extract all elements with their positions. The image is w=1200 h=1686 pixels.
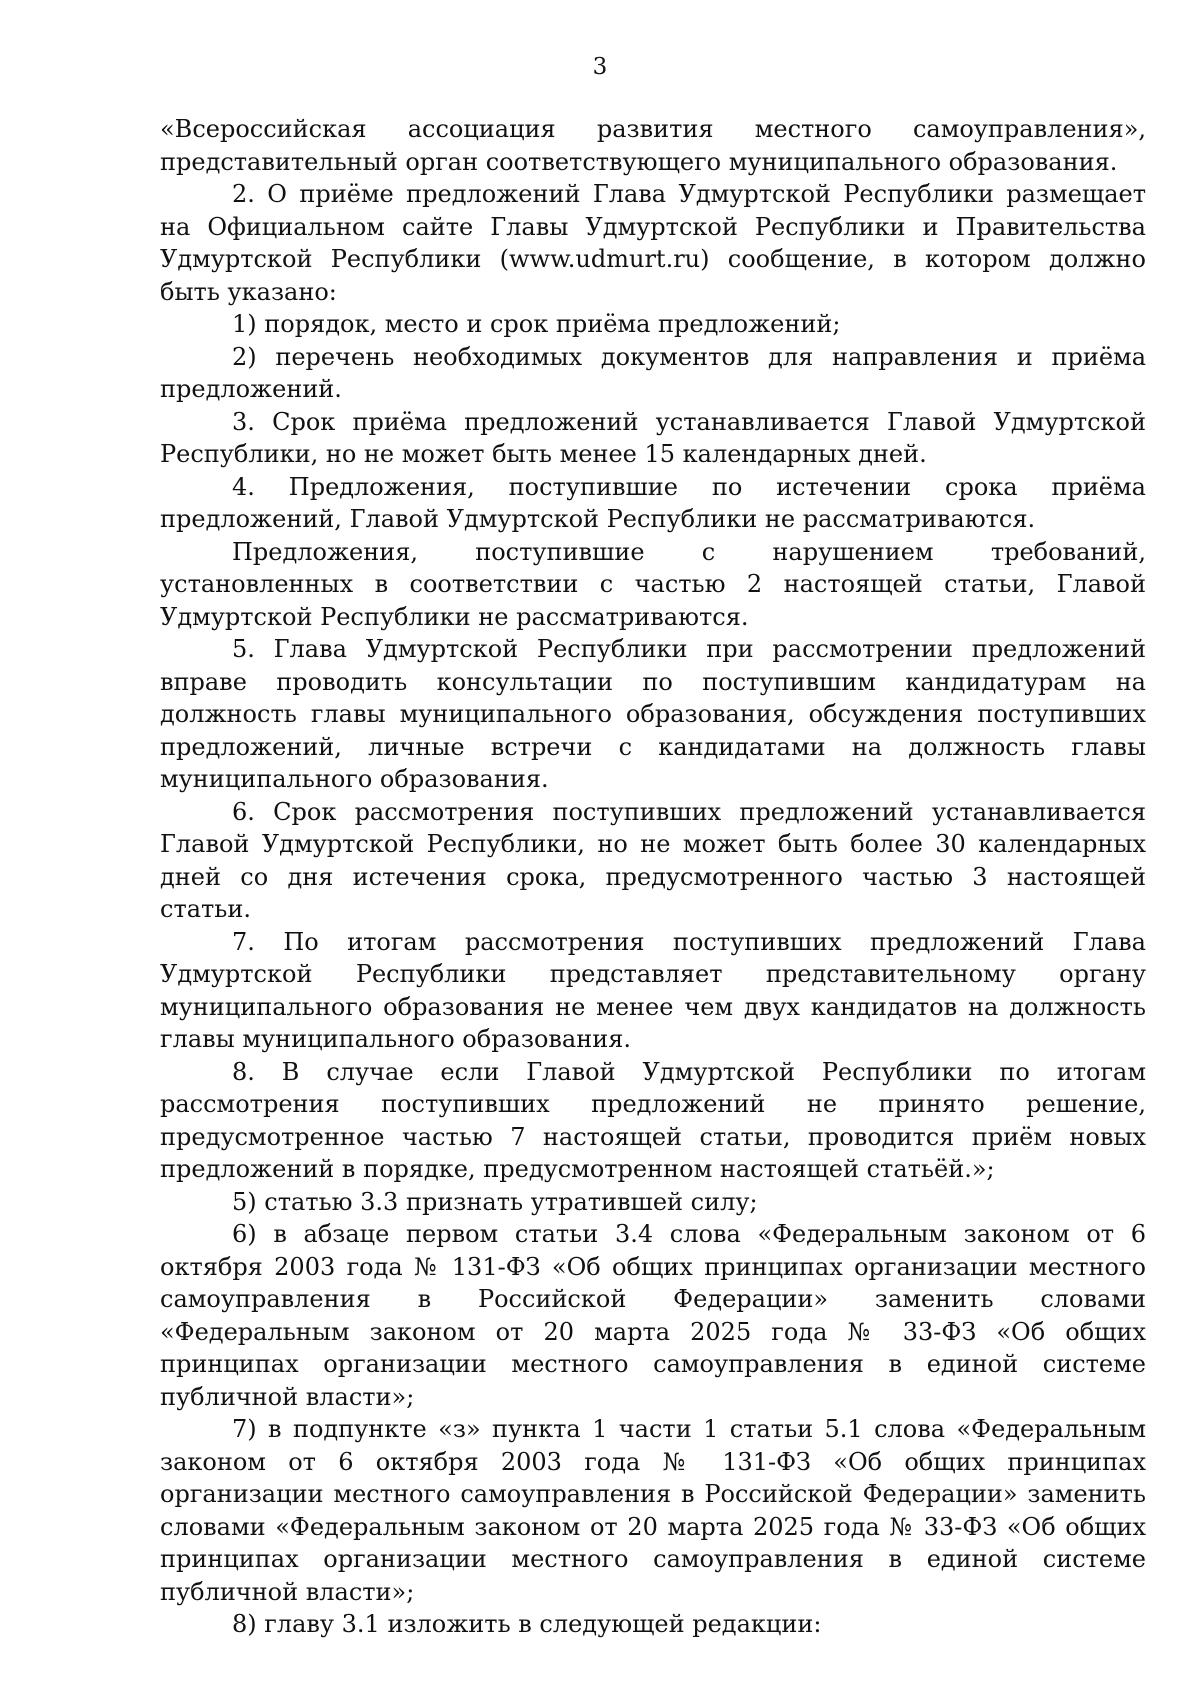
document-body: [160, 113, 1146, 1641]
list-item-1: 1) порядок, место и срок приёма предложений;: [232, 310, 841, 338]
list-item-2: 2) перечень необходимых документов для направления и приёма предложений.: [160, 342, 1146, 403]
paragraph-part-8: 8. В случае если Главой Удмуртской Республики по итогам рассмотрения поступивших предложений не принято решение, предусмотренное частью 7 настоящей статьи, проводится приём новых предложений в порядке, предусмотренном настоящей статьёй.»;: [160, 1057, 1146, 1183]
paragraph-part-7: 7. По итогам рассмотрения поступивших предложений Глава Удмуртской Республики представляет представительному органу муниципального образования не менее чем двух кандидатов на должность главы муниципального образования.: [160, 927, 1146, 1053]
paragraph-intro-continuation: «Всероссийская ассоциация развития местного самоуправления», представительный орган соответствующего муниципального образования.: [160, 115, 1146, 176]
paragraph-part-5: 5. Глава Удмуртской Республики при рассмотрении предложений вправе проводить консультации по поступившим кандидатурам на должность главы муниципального образования, обсуждения поступивших предложений, личные встречи с кандидатами на должность главы муниципального образования.: [160, 635, 1146, 793]
paragraph-part-3: 3. Срок приёма предложений устанавливается Главой Удмуртской Республики, но не может быть менее 15 календарных дней.: [160, 407, 1146, 468]
amendment-item-6: 6) в абзаце первом статьи 3.4 слова «Федеральным законом от 6 октября 2003 года № 131-ФЗ «Об общих принципах организации местного самоуправления в Российской Федерации» заменить словами «Федеральным законом от 20 марта 2025 года № 33-ФЗ «Об общих принципах организации местного самоуправления в единой системе публичной власти»;: [160, 1220, 1146, 1411]
paragraph-part-4-second: Предложения, поступившие с нарушением требований, установленных в соответствии с частью 2 настоящей статьи, Главой Удмуртской Республики не рассматриваются.: [160, 537, 1146, 631]
paragraph-part-2: 2. О приёме предложений Глава Удмуртской Республики размещает на Официальном сайте Главы Удмуртской Республики и Правительства Удмуртской Республики (www.udmurt.ru) сообщение, в котором должно быть указано:: [160, 180, 1146, 306]
paragraph-part-4: 4. Предложения, поступившие по истечении срока приёма предложений, Главой Удмуртской Республики не рассматриваются.: [160, 472, 1146, 533]
amendment-item-8: 8) главу 3.1 изложить в следующей редакции:: [232, 1610, 822, 1638]
amendment-item-7: 7) в подпункте «з» пункта 1 части 1 статьи 5.1 слова «Федеральным законом от 6 октября 2003 года № 131-ФЗ «Об общих принципах организации местного самоуправления в Российской Федерации» заменить словами «Федеральным законом от 20 марта 2025 года № 33-ФЗ «Об общих принципах организации местного самоуправления в единой системе публичной власти»;: [160, 1415, 1146, 1606]
amendment-item-5: 5) статью 3.3 признать утратившей силу;: [232, 1187, 758, 1216]
paragraph-part-6: 6. Срок рассмотрения поступивших предложений устанавливается Главой Удмуртской Республики, но не может быть более 30 календарных дней со дня истечения срока, предусмотренного частью 3 настоящей статьи.: [160, 797, 1146, 923]
page-number: 3: [592, 54, 608, 80]
